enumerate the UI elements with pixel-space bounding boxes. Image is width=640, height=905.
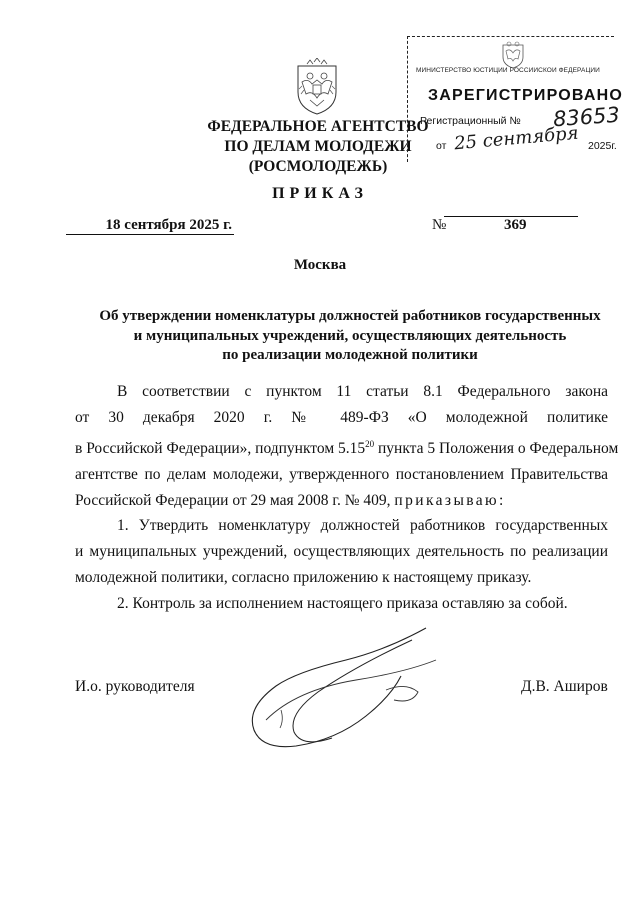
order-number-field — [444, 216, 578, 233]
paragraph-item-2 — [75, 591, 608, 617]
superscript: 20 — [365, 439, 375, 449]
order-verb: приказываю: — [394, 492, 506, 510]
heading-line1: Об утверждении номенклатуры должностей работников государственных — [99, 308, 601, 324]
paragraph-line: агентстве по делам молодежи, утвержденного постановлением Правительства — [75, 466, 608, 484]
agency-header — [200, 117, 436, 177]
handwritten-signature — [236, 620, 446, 770]
paragraph-preamble — [75, 379, 619, 514]
agency-name-line1: ФЕДЕРАЛЬНОЕ АГЕНТСТВО — [207, 118, 429, 135]
order-number-sign: № — [432, 217, 447, 233]
paragraph-line — [75, 431, 619, 462]
order-number: 369 — [504, 217, 527, 233]
stamp-reg-number: 83653 — [552, 102, 621, 132]
paragraph-line: и муниципальных учреждений, осуществляющих деятельность по реализации — [75, 543, 608, 560]
paragraph-text: Российской Федерации от 29 мая 2008 г. № 409, — [75, 492, 395, 510]
signatory-title: И.о. руководителя — [75, 678, 195, 695]
stamp-registered-label: ЗАРЕГИСТРИРОВАНО — [428, 87, 624, 104]
order-title: ПРИКАЗ — [272, 185, 368, 202]
paragraph-line: 2. Контроль за исполнением настоящего приказа оставляю за собой. — [117, 595, 568, 612]
paragraph-item-1 — [75, 513, 608, 591]
paragraph-line: 1. Утвердить номенклатуру должностей работников государственных — [117, 517, 608, 534]
stamp-emblem-icon — [498, 39, 528, 69]
agency-name-line2: ПО ДЕЛАМ МОЛОДЕЖИ — [224, 138, 412, 155]
paragraph-line — [75, 488, 608, 514]
stamp-reg-number-label: Регистрационный № — [420, 115, 521, 127]
coat-of-arms-icon — [290, 58, 344, 116]
heading-line2: и муниципальных учреждений, осуществляющих деятельность — [133, 327, 567, 344]
paragraph-line: молодежной политики, согласно приложению к настоящему приказу. — [75, 569, 532, 586]
heading-line3: по реализации молодежной политики — [222, 347, 478, 363]
stamp-year-suffix: 2025г. — [588, 140, 617, 152]
stamp-date-prefix: от — [436, 140, 447, 152]
document-heading — [60, 307, 640, 366]
registration-stamp — [407, 36, 624, 162]
paragraph-line: В соответствии с пунктом 11 статьи 8.1 Федерального закона — [117, 383, 608, 400]
paragraph-line: от 30 декабря 2020 г. № 489-ФЗ «О молодежной политике — [75, 409, 608, 426]
paragraph-text: пункта 5 Положения о Федеральном — [374, 440, 619, 458]
paragraph-text: в Российской Федерации», подпунктом 5.15 — [75, 440, 366, 458]
signatory-name: Д.В. Аширов — [521, 678, 608, 695]
agency-name-line3: (РОСМОЛОДЕЖЬ) — [248, 158, 388, 175]
order-city: Москва — [293, 257, 347, 273]
stamp-date-handwritten: 25 сентября — [453, 122, 580, 155]
order-date: 18 сентября 2025 г. — [66, 216, 234, 235]
stamp-ministry-line: МИНИСТЕРСТВО ЮСТИЦИИ РОССИЙСКОЙ ФЕДЕРАЦИИ — [416, 67, 600, 74]
